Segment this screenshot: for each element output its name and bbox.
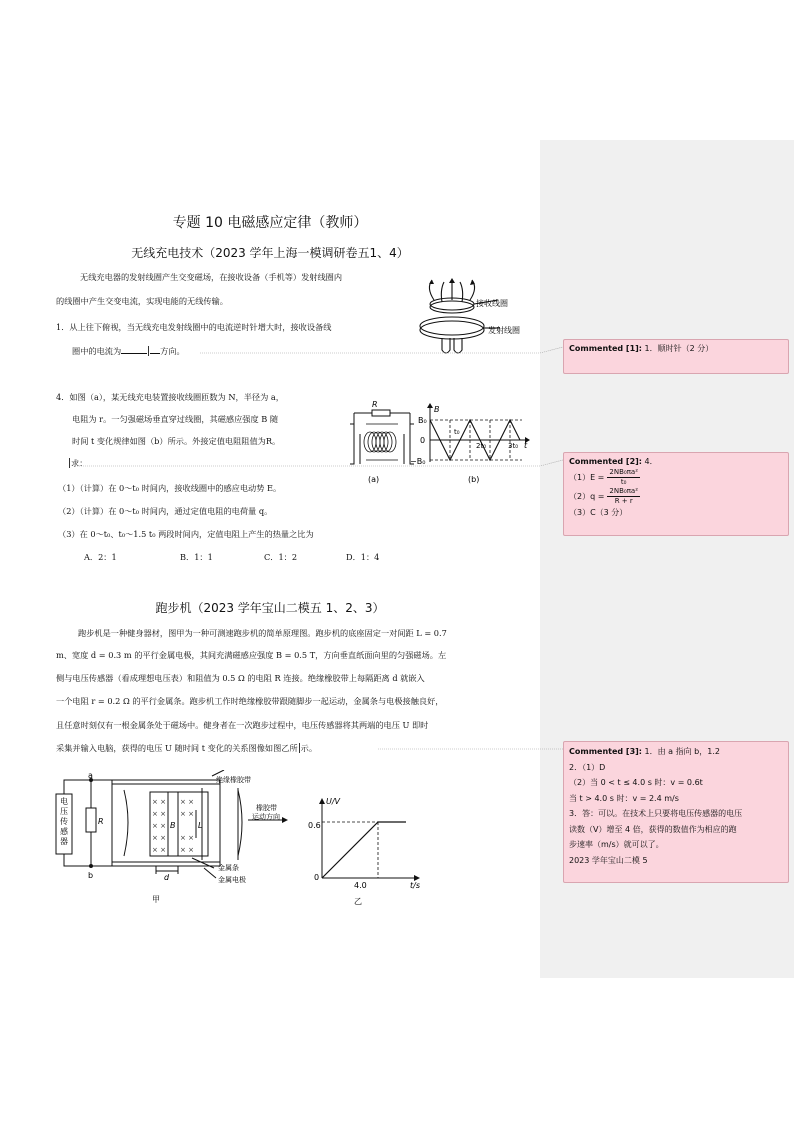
figure-yi bbox=[306, 794, 432, 910]
fig-b-negB0: −B₀ bbox=[410, 457, 426, 466]
s2-para-3: 侧与电压传感器（看成理想电压表）和阻值为 0.5 Ω 的电阻 R 连接。绝缘橡胶带上每隔距离 d 就嵌入 bbox=[56, 673, 425, 683]
svg-text:× ×: × × bbox=[180, 846, 194, 854]
s1-intro-1: 无线充电器的发射线圈产生交变磁场，在接收设备（手机等）发射线圈内 bbox=[80, 272, 343, 282]
axis-t: t/s bbox=[410, 881, 420, 890]
fig-b-caption: (b) bbox=[468, 475, 480, 484]
s1-intro-2: 的线圈中产生交变电流，实现电能的无线传输。 bbox=[56, 296, 228, 306]
svg-text:× ×: × × bbox=[152, 798, 166, 806]
tick-0: 0 bbox=[314, 873, 320, 882]
coil-figure bbox=[412, 278, 542, 360]
option-d: D．1：4 bbox=[346, 552, 380, 562]
fig-b-t: t bbox=[524, 441, 528, 450]
fig-a-R: R bbox=[372, 400, 378, 409]
comment-1[interactable]: Commented [1]: 1．顺时针（2 分） bbox=[563, 339, 789, 374]
comment-3[interactable]: Commented [3]: 1．由 a 指向 b，1.2 2．（1）D （2）当 0 < t ≤ 4.0 s 时：v = 0.6t 当 t > 4.0 s 时：v = 2.4 m/s 3．答：可以。在技术上只要将电压传感器的电压 读数（V）增至 4 倍，获得的数值作为相应的跑 步速率（m/s）就可以了。 2023 学年宝山二模 5 bbox=[563, 741, 789, 883]
figure-jia bbox=[52, 770, 304, 910]
axis-U: U/V bbox=[326, 797, 341, 806]
q1-text-2: 圈中的电流为 方向。 bbox=[72, 346, 185, 356]
tick-4.0: 4.0 bbox=[354, 881, 367, 890]
figure-b bbox=[396, 400, 532, 486]
s2-para-2: m、宽度 d = 0.3 m 的平行金属电极，其间充满磁感应强度 B = 0.5 T，方向垂直纸面向里的匀强磁场。左 bbox=[56, 650, 447, 660]
comment-2[interactable]: Commented [2]: 4． （1）E = $\frac{\text{2NB₀πa²}}{\text{t₀}}$ （2）q = $\frac{\text{2NB₀πa²}}{R + r}$ （3）C（3 分） bbox=[563, 452, 789, 536]
label-metal-bar: 金属条 bbox=[218, 864, 239, 872]
q1-text-1: 1．从上往下俯视，当无线充电发射线圈中的电流逆时针增大时，接收设备线 bbox=[56, 322, 332, 332]
svg-text:× ×: × × bbox=[180, 834, 194, 842]
fig-b-B: B bbox=[434, 405, 440, 414]
label-send-coil: 发射线圈 bbox=[488, 326, 520, 335]
y-axis-arrow bbox=[427, 403, 433, 408]
label-receive-coil: 接收线圈 bbox=[476, 299, 508, 308]
svg-text:× ×: × × bbox=[152, 846, 166, 854]
tick-0.6: 0.6 bbox=[308, 821, 321, 830]
q4-sub-2: （2）（计算）在 0～t₀ 时间内，通过定值电阻的电荷量 q。 bbox=[58, 506, 273, 516]
fig-b-2t0: 2t₀ bbox=[476, 442, 487, 450]
sensor-label: 电压传感器 bbox=[60, 797, 68, 846]
answer-blank[interactable] bbox=[121, 345, 147, 354]
resistor-R: R bbox=[98, 817, 104, 826]
width-d: d bbox=[164, 873, 170, 882]
svg-text:× ×: × × bbox=[152, 810, 166, 818]
length-L: L bbox=[198, 821, 203, 830]
s2-para-5: 且任意时刻仅有一根金属条处于磁场中。健身者在一次跑步过程中，电压传感器将其两端的电压 U 即时 bbox=[56, 720, 429, 730]
q4-text-3: 时间 t 变化规律如图（b）所示。外接定值电阻阻值为R。 bbox=[72, 436, 281, 446]
q4-text-4: 求： bbox=[71, 458, 88, 468]
svg-text:× ×: × × bbox=[180, 798, 194, 806]
field-B: B bbox=[170, 821, 176, 830]
label-belt: 绝缘橡胶带 bbox=[216, 776, 251, 784]
fig-b-t0: t₀ bbox=[454, 428, 460, 436]
fig-b-zero: 0 bbox=[420, 436, 426, 445]
option-b: B．1：1 bbox=[180, 552, 213, 562]
label-direction: 橡胶带运动方向 bbox=[252, 804, 280, 821]
fig-yi-caption: 乙 bbox=[354, 897, 362, 906]
svg-text:× ×: × × bbox=[152, 822, 166, 830]
s2-para-4: 一个电阻 r = 0.2 Ω 的平行金属条。跑步机工作时绝缘橡胶带跟随脚步一起运动，金属条与电极接触良好， bbox=[56, 696, 444, 706]
page-title: 专题 10 电磁感应定律（教师） bbox=[172, 215, 368, 231]
svg-text:× ×: × × bbox=[152, 834, 166, 842]
label-electrode: 金属电极 bbox=[218, 876, 246, 884]
u-curve bbox=[322, 822, 406, 878]
fig-b-B0: B₀ bbox=[418, 416, 427, 425]
s2-para-1: 跑步机是一种健身器材，图甲为一种可测速跑步机的简单原理图。跑步机的底座固定一对间距 L = 0.7 bbox=[78, 628, 447, 638]
q4-text-1: 4．如图（a），某无线充电装置接收线圈匝数为 N，半径为 a， bbox=[56, 392, 284, 402]
fig-b-3t0: 3t₀ bbox=[508, 442, 519, 450]
fig-jia-caption: 甲 bbox=[152, 895, 160, 904]
q4-text-2: 电阻为 r。一匀强磁场垂直穿过线圈，其磁感应强度 B 随 bbox=[72, 414, 279, 424]
point-b: b bbox=[88, 871, 94, 880]
s2-para-6: 采集并输入电脑，获得的电压 U 随时间 t 变化的关系图像如图乙所 示。 bbox=[56, 743, 318, 753]
q4-sub-1: （1）（计算）在 0～t₀ 时间内，接收线圈中的感应电动势 E。 bbox=[58, 483, 282, 493]
q4-sub-3: （3）在 0～t₀、t₀～1.5 t₀ 两段时间内，定值电阻上产生的热量之比为 bbox=[58, 529, 314, 539]
option-c: C．1：2 bbox=[264, 552, 298, 562]
option-a: A．2：1 bbox=[84, 552, 117, 562]
point-a: a bbox=[88, 771, 93, 780]
section2-heading: 跑步机（2023 学年宝山二模五 1、2、3） bbox=[155, 601, 385, 615]
section1-heading: 无线充电技术（2023 学年上海一模调研卷五1、4） bbox=[131, 246, 409, 260]
fig-a-caption: (a) bbox=[368, 475, 380, 484]
svg-text:× ×: × × bbox=[180, 810, 194, 818]
